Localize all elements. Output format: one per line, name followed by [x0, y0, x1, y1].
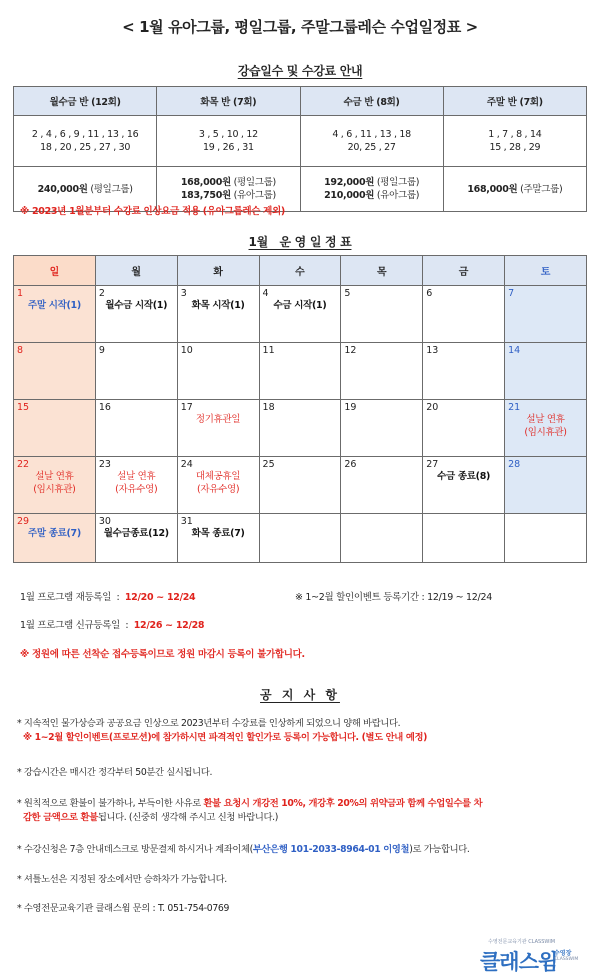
- calendar-table: [13, 255, 587, 563]
- calendar-day-cell: [14, 457, 96, 514]
- weekday-header: 화: [177, 256, 259, 286]
- day-number: 23: [98, 459, 111, 470]
- calendar-empty-cell: [505, 514, 587, 563]
- day-number: 21: [508, 402, 521, 413]
- day-number: 27: [426, 459, 439, 470]
- day-number: 8: [17, 345, 24, 356]
- calendar-day-cell: [505, 343, 587, 400]
- day-number: 2: [98, 288, 105, 299]
- calendar-day-cell: [14, 514, 96, 563]
- day-number: 15: [17, 402, 30, 413]
- day-number: 12: [344, 345, 357, 356]
- day-number: 20: [426, 402, 439, 413]
- day-event: 설날 연휴: [117, 471, 156, 482]
- day-number: 22: [17, 459, 30, 470]
- fee-section-heading: 강습일수 및 수강료 안내: [237, 64, 363, 78]
- calendar-empty-cell: [423, 514, 505, 563]
- calendar-day-cell: [95, 286, 177, 343]
- day-number: 7: [508, 288, 515, 299]
- day-number: 18: [262, 402, 275, 413]
- weekday-header: 월: [95, 256, 177, 286]
- calendar-day-cell: [505, 400, 587, 457]
- day-event: 주말 종료(7): [27, 528, 81, 539]
- day-number: 9: [98, 345, 105, 356]
- logo-sub: 수영장: [554, 950, 572, 957]
- day-number: 25: [262, 459, 275, 470]
- day-event: (자유수영): [115, 484, 158, 495]
- fee-header-row: [14, 87, 587, 116]
- day-number: 30: [98, 516, 111, 527]
- calendar-empty-cell: [259, 514, 341, 563]
- calendar-day-cell: [423, 457, 505, 514]
- page-title: < 1월 유아그룹, 평일그룹, 주말그룹레슨 수업일정표 >: [122, 18, 478, 36]
- day-event: 화목 시작(1): [191, 300, 245, 311]
- notice-item-shuttle: * 셔틀노선은 지정된 장소에서만 승하차가 가능합니다.: [17, 874, 227, 885]
- day-number: 5: [344, 288, 351, 299]
- calendar-day-cell: [259, 286, 341, 343]
- notice-item-price: * 지속적인 물가상승과 공공요금 인상으로 2023년부터 수강료를 인상하게 되었으니 양해 바랍니다. ※ 1~2월 할인이벤트(프로모션)에 참가하시면 파격적인 할인가로 등록이 가능합니다. (별도 안내 예정): [17, 718, 427, 743]
- day-event: (임시휴관): [524, 427, 567, 438]
- calendar-day-cell: [177, 343, 259, 400]
- discount-event-period: ※ 1~2월 할인이벤트 등록기간 : 12/19 ~ 12/24: [295, 592, 492, 603]
- calendar-day-cell: [505, 286, 587, 343]
- weekday-header: 목: [341, 256, 423, 286]
- day-number: 4: [262, 288, 269, 299]
- notice-heading: 공 지 사 항: [260, 688, 340, 702]
- notice-item-refund: * 원칙적으로 환불이 불가하나, 부득이한 사유로 환불 요청시 개강전 10%, 개강후 20%의 위약금과 함께 수업일수를 차 감한 금액으로 환불됩니다. (신중히 생각해 주시고 신청 바랍니다.): [17, 798, 483, 823]
- day-number: 13: [426, 345, 439, 356]
- day-event: 대체공휴일: [195, 471, 241, 482]
- calendar-day-cell: [177, 286, 259, 343]
- day-number: 3: [180, 288, 187, 299]
- day-number: 16: [98, 402, 111, 413]
- logo-wordmark: 클래스윔: [480, 950, 558, 974]
- day-event: 설날 연휴: [35, 471, 74, 482]
- calendar-week-row: [14, 457, 587, 514]
- day-number: 26: [344, 459, 357, 470]
- logo-tagline: 수영전문교육기관 CLASSWIM: [488, 939, 556, 945]
- weekday-header: 금: [423, 256, 505, 286]
- day-event: 수금 종료(8): [437, 471, 491, 482]
- calendar-day-cell: [341, 457, 423, 514]
- class-price: 240,000원 (평일그룹): [14, 167, 157, 212]
- day-number: 19: [344, 402, 357, 413]
- class-days: 3 , 5 , 10 , 12 19 , 26 , 31: [157, 116, 300, 167]
- weekday-row: [14, 256, 587, 286]
- capacity-warning: ※ 정원에 따른 선착순 접수등록이므로 정원 마감시 등록이 불가합니다.: [20, 649, 305, 660]
- re-registration-info: 1월 프로그램 재등록일 : 12/20 ~ 12/24: [20, 592, 196, 603]
- day-number: 1: [17, 288, 24, 299]
- day-number: 28: [508, 459, 521, 470]
- day-number: 10: [180, 345, 193, 356]
- calendar-heading: 1월 운 영 일 정 표: [248, 235, 352, 249]
- day-number: 14: [508, 345, 521, 356]
- day-event: (임시휴관): [33, 484, 76, 495]
- calendar-day-cell: [95, 400, 177, 457]
- calendar-day-cell: [177, 514, 259, 563]
- calendar-day-cell: [341, 286, 423, 343]
- calendar-day-cell: [341, 343, 423, 400]
- day-number: 31: [180, 516, 193, 527]
- calendar-week-row: [14, 286, 587, 343]
- fee-header: 월수금 반 (12회): [14, 87, 157, 116]
- calendar-day-cell: [177, 400, 259, 457]
- fee-note: ※ 2023년 1월분부터 수강료 인상요금 적용 (유아그룹레슨 제외): [20, 206, 285, 217]
- calendar-day-cell: [14, 286, 96, 343]
- day-event: 수금 시작(1): [273, 300, 327, 311]
- weekday-header: 수: [259, 256, 341, 286]
- calendar-day-cell: [505, 457, 587, 514]
- calendar-day-cell: [259, 400, 341, 457]
- calendar-week-row: [14, 514, 587, 563]
- class-days: 2 , 4 , 6 , 9 , 11 , 13 , 16 18 , 20 , 25 , 27 , 30: [14, 116, 157, 167]
- class-days: 4 , 6 , 11 , 13 , 18 20, 25 , 27: [300, 116, 443, 167]
- fee-header: 수금 반 (8회): [300, 87, 443, 116]
- weekday-header: 일: [14, 256, 96, 286]
- class-price: 168,000원 (주말그룹): [443, 167, 586, 212]
- calendar-day-cell: [423, 343, 505, 400]
- class-price: 168,000원 (평일그룹) 183,750원 (유아그룹): [157, 167, 300, 212]
- notice-item-payment: * 수강신청은 7층 안내데스크로 방문결제 하시거나 계좌이체(부산은행 101-2033-8964-01 이영철)로 가능합니다.: [17, 844, 470, 855]
- class-price: 192,000원 (평일그룹) 210,000원 (유아그룹): [300, 167, 443, 212]
- calendar-day-cell: [177, 457, 259, 514]
- day-event: 주말 시작(1): [27, 300, 81, 311]
- notice-item-lesson-time: * 강습시간은 매시간 정각부터 50분간 실시됩니다.: [17, 767, 213, 778]
- fee-header: 화목 반 (7회): [157, 87, 300, 116]
- notice-item-contact: * 수영전문교육기관 클래스윔 문의 : T. 051-754-0769: [17, 903, 230, 914]
- fee-table: [13, 86, 587, 212]
- calendar-day-cell: [14, 343, 96, 400]
- day-event: 월수금종료(12): [103, 528, 169, 539]
- day-number: 17: [180, 402, 193, 413]
- day-number: 11: [262, 345, 275, 356]
- fee-days-row: [14, 116, 587, 167]
- calendar-day-cell: [341, 400, 423, 457]
- classwim-logo: [480, 938, 588, 972]
- fee-header: 주말 반 (7회): [443, 87, 586, 116]
- day-event: 설날 연휴: [526, 414, 565, 425]
- calendar-day-cell: [259, 343, 341, 400]
- class-days: 1 , 7 , 8 , 14 15 , 28 , 29: [443, 116, 586, 167]
- calendar-week-row: [14, 400, 587, 457]
- calendar-day-cell: [95, 514, 177, 563]
- day-number: 29: [17, 516, 30, 527]
- logo-sub2: CLASSWIM: [554, 957, 579, 962]
- day-number: 6: [426, 288, 433, 299]
- calendar-empty-cell: [341, 514, 423, 563]
- day-number: 24: [180, 459, 193, 470]
- calendar-day-cell: [423, 400, 505, 457]
- calendar-day-cell: [14, 400, 96, 457]
- calendar-day-cell: [259, 457, 341, 514]
- day-event: 월수금 시작(1): [105, 300, 168, 311]
- calendar-day-cell: [95, 343, 177, 400]
- day-event: (자유수영): [196, 484, 240, 495]
- day-event: 정기휴관일: [195, 414, 241, 425]
- day-event: 화목 종료(7): [191, 528, 245, 539]
- weekday-header: 토: [505, 256, 587, 286]
- new-registration-info: 1월 프로그램 신규등록일 : 12/26 ~ 12/28: [20, 620, 205, 631]
- calendar-day-cell: [423, 286, 505, 343]
- calendar-week-row: [14, 343, 587, 400]
- calendar-day-cell: [95, 457, 177, 514]
